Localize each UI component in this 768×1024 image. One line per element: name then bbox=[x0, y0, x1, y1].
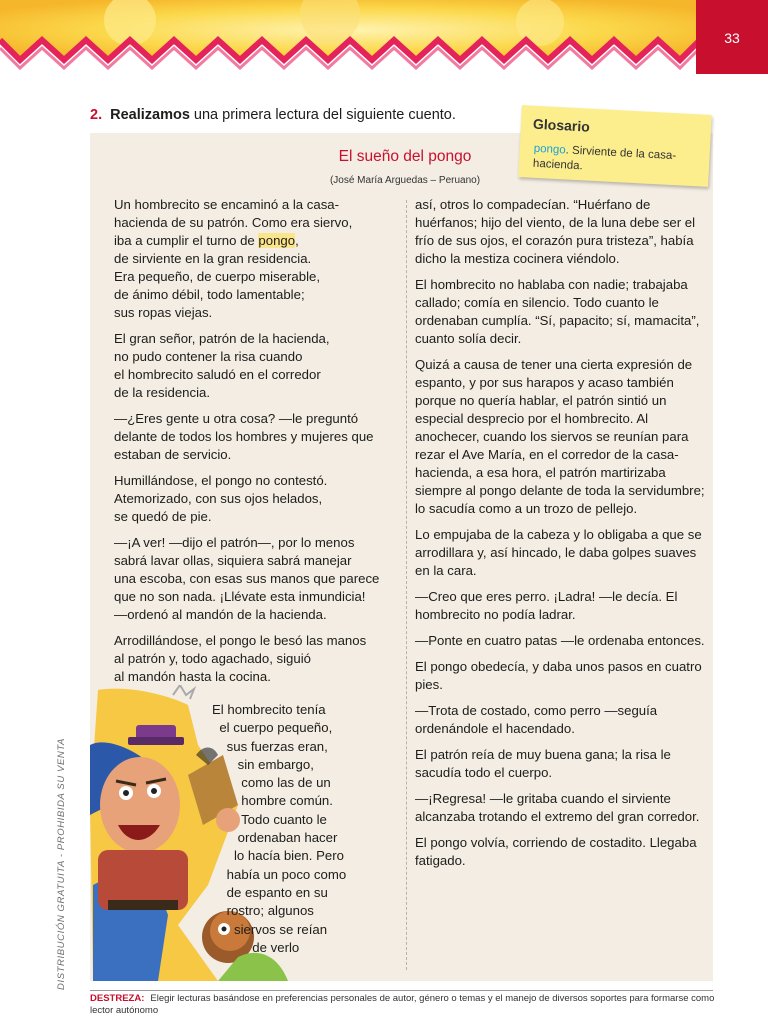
glossary-note bbox=[518, 105, 712, 187]
footer-divider bbox=[90, 990, 713, 991]
story-paragraph: Arrodillándose, el pongo le besó las manos al patrón y, todo agachado, siguió al mandón hasta la cocina. bbox=[114, 633, 367, 684]
story-paragraph: —¡Regresa! —le gritaba cuando el sirviente alcanzaba trotando el extremo del gran corredor. bbox=[415, 791, 700, 824]
story-paragraph: El patrón reía de muy buena gana; la risa le sacudía todo el cuerpo. bbox=[415, 747, 671, 780]
glossary-term: pongo bbox=[533, 142, 566, 157]
story-paragraph: —Ponte en cuatro patas —le ordenaba entonces. bbox=[415, 633, 705, 648]
glossary-term-highlight: pongo bbox=[258, 233, 296, 248]
story-paragraph: El pongo volvía, corriendo de costadito. Llegaba fatigado. bbox=[415, 835, 697, 868]
story-title: El sueño del pongo bbox=[338, 148, 472, 165]
glossary-definition: . Sirviente de la casa-hacienda. bbox=[532, 144, 677, 173]
story-author: (José María Arguedas – Peruano) bbox=[329, 175, 481, 186]
story-left-column bbox=[114, 196, 404, 694]
zigzag-banner-graphic bbox=[0, 0, 768, 78]
header-banner bbox=[0, 0, 768, 78]
story-text: , de sirviente en la gran residencia. Era pequeño, de cuerpo miserable, de ánimo débil, todo lamentable; sus ropas viejas. bbox=[114, 233, 321, 320]
activity-heading bbox=[90, 107, 456, 123]
column-divider bbox=[406, 200, 407, 970]
story-paragraph: El pongo obedecía, y daba unos pasos en cuatro pies. bbox=[415, 659, 702, 692]
distribution-side-note: DISTRIBUCIÓN GRATUITA - PROHIBIDA SU VENTA bbox=[56, 738, 67, 990]
glossary-entry bbox=[533, 142, 704, 181]
story-paragraph: Humillándose, el pongo no contestó. Atemorizado, con sus ojos helados, se quedó de pie. bbox=[114, 473, 328, 524]
story-paragraph: Quizá a causa de tener una cierta expresión de espanto, y por sus harapos y acaso también porque no quería hablar, el patrón sintió un especial desprecio por el hombrecito. Al anochecer, cuando los siervos se reunían para rezar el Ave María, en el corredor de la casa-hacienda, a esa hora, el patrón martirizaba siempre al pongo delante de toda la servidumbre; lo sacudía como a un trozo de pellejo. bbox=[415, 357, 705, 516]
footer-text: Elegir lecturas basándose en preferencias personales de autor, género o temas y el manejo de diversos soportes para formarse como lector autónomo bbox=[90, 993, 715, 1016]
story-paragraph: —Creo que eres perro. ¡Ladra! —le decía. El hombrecito no podía ladrar. bbox=[415, 589, 678, 622]
story-paragraph: —¿Eres gente u otra cosa? —le preguntó delante de todos los hombres y mujeres que estaban de servicio. bbox=[114, 411, 374, 462]
story-paragraph bbox=[114, 196, 404, 322]
footer-skill bbox=[90, 993, 730, 1017]
page-number: 33 bbox=[724, 30, 740, 46]
story-paragraph: así, otros lo compadecían. “Huérfano de huérfanos; hijo del viento, de la luna debe ser el frío de sus ojos, el corazón pura tristeza”, había dicho la mestiza cocinera viéndolo. bbox=[415, 197, 696, 266]
illustration-caption-text: El hombrecito tenía el cuerpo pequeño, sus fuerzas eran, sin embargo, como las de un hombre común. Todo cuanto le ordenaban hacer lo hacía bien. Pero había un poco como de espanto en su rostro; algunos siervos se reían de verlo bbox=[212, 702, 347, 955]
story-paragraph: El hombrecito no hablaba con nadie; trabajaba callado; comía en silencio. Todo cuanto le ordenaban cumplía. “Sí, papacito; sí, mamacita”, cuanto solía decir. bbox=[415, 277, 700, 346]
glossary-title: Glosario bbox=[532, 115, 591, 135]
story-paragraph: Lo empujaba de la cabeza y lo obligaba a que se arrodillara y, así hincado, le daba golpes suaves en la cara. bbox=[415, 527, 702, 578]
story-right-column bbox=[415, 196, 705, 878]
story-paragraph: El gran señor, patrón de la hacienda, no pudo contener la risa cuando el hombrecito saludó en el corredor de la residencia. bbox=[114, 331, 330, 400]
story-paragraph: —Trota de costado, como perro —seguía ordenándole el hacendado. bbox=[415, 703, 658, 736]
activity-text: una primera lectura del siguiente cuento. bbox=[189, 107, 456, 123]
activity-verb: Realizamos bbox=[110, 107, 190, 123]
story-text: Un hombrecito se encaminó a la casa- hacienda de su patrón. Como era siervo, iba a cumplir el turno de bbox=[114, 197, 353, 248]
footer-label: DESTREZA: bbox=[90, 993, 145, 1004]
story-paragraph: —¡A ver! —dijo el patrón—, por lo menos sabrá lavar ollas, siquiera sabrá manejar una escoba, con esas sus manos que parece que no son nada. ¡Llévate esta inmundicia! —ordenó al mandón de la hacienda. bbox=[114, 535, 380, 622]
activity-number: 2. bbox=[90, 107, 103, 123]
